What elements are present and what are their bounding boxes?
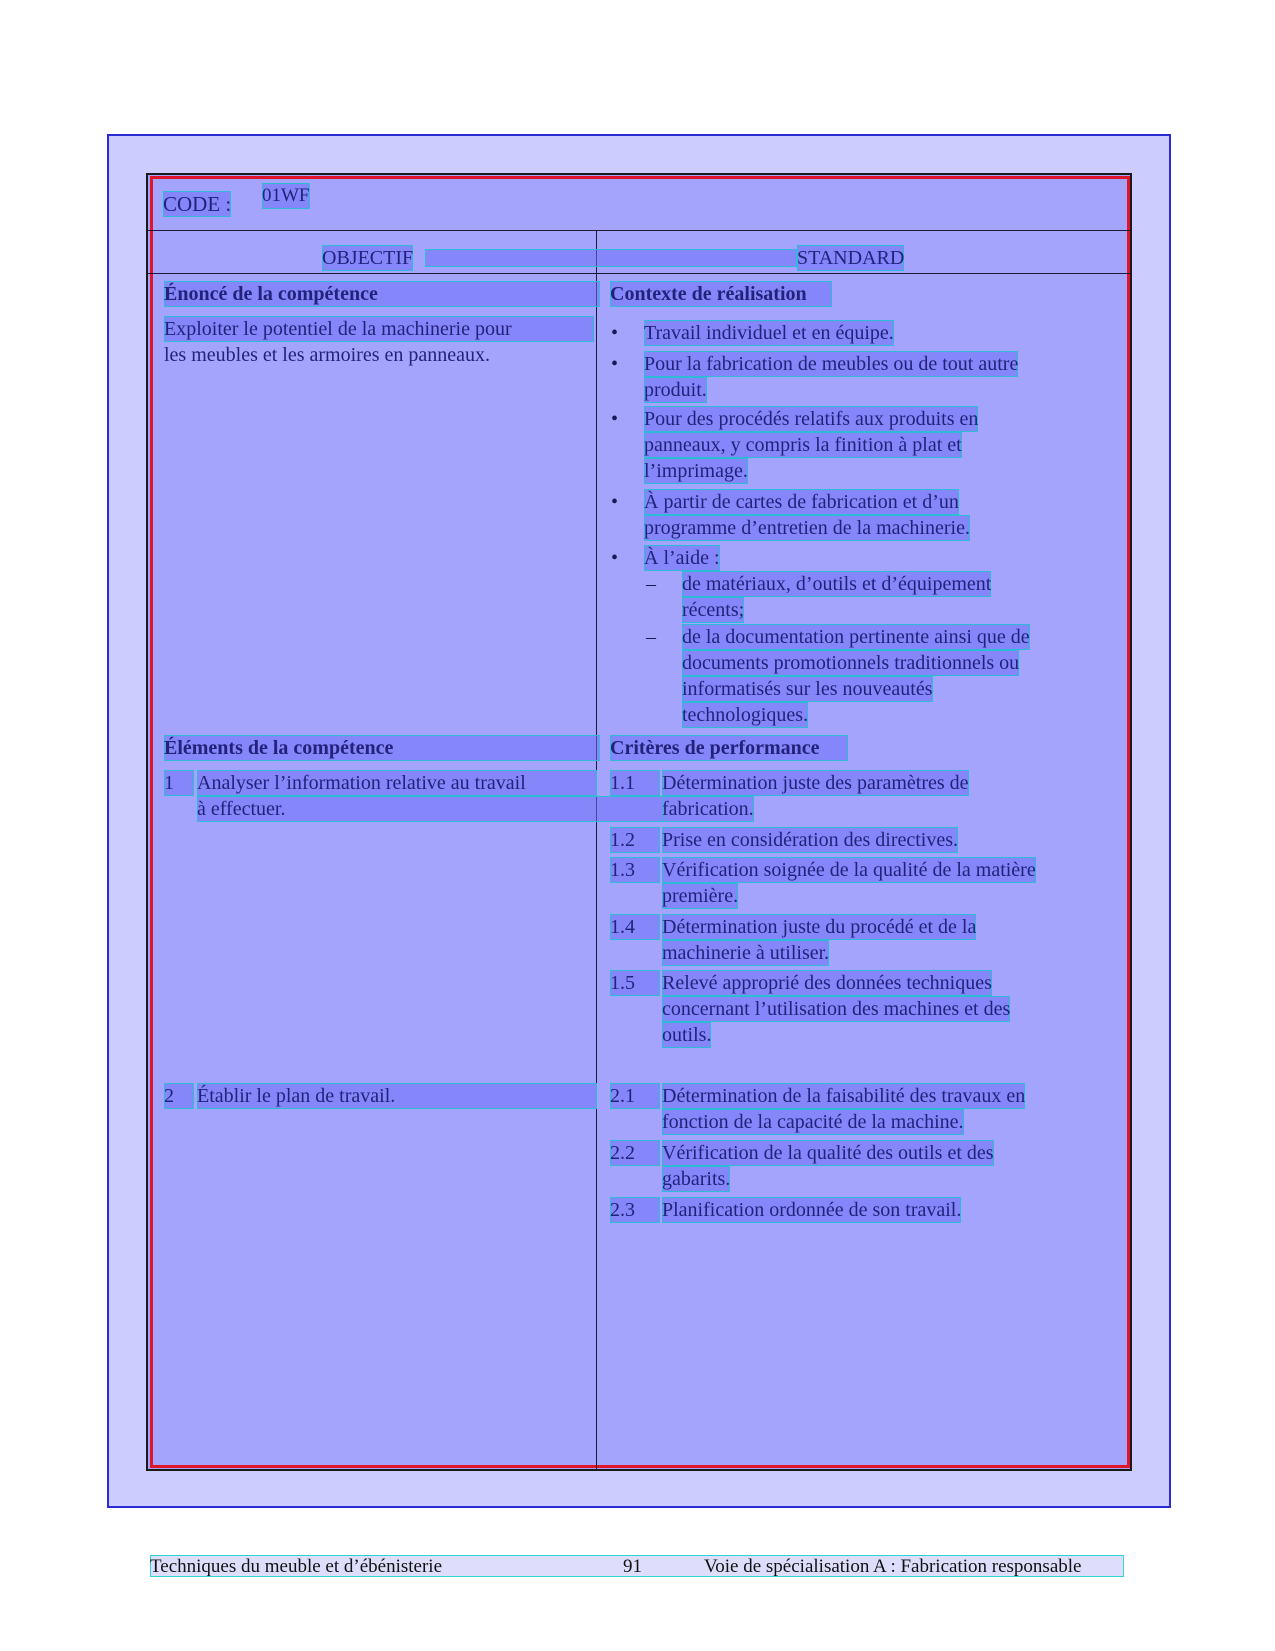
column-divider (596, 231, 597, 1469)
enonce-line: Exploiter le potentiel de la machinerie pour (164, 316, 594, 342)
element-text: Établir le plan de travail. (197, 1083, 597, 1109)
critere-text: Détermination de la faisabilité des travaux en (662, 1085, 1026, 1107)
critere-text: Planification ordonnée de son travail. (662, 1199, 962, 1221)
enonce-title: Énoncé de la compétence (164, 281, 600, 307)
bullet-marker: • (611, 547, 619, 569)
bullet-marker: • (611, 491, 619, 513)
contexte-item: panneaux, y compris la finition à plat et (644, 434, 962, 456)
code-row-divider (148, 230, 1130, 231)
contexte-item: produit. (644, 379, 707, 401)
standard-header: STANDARD (797, 247, 905, 269)
code-value: 01WF (262, 183, 310, 209)
critere-text: Relevé approprié des données techniques (662, 972, 992, 994)
element-number: 1 (164, 770, 194, 796)
code-label: CODE : (163, 192, 232, 216)
critere-number: 1.1 (610, 770, 660, 796)
critere-text: Prise en considération des directives. (662, 829, 959, 851)
header-row-divider (148, 273, 1130, 274)
contexte-item: programme d’entretien de la machinerie. (644, 517, 970, 539)
contexte-subitem: technologiques. (682, 704, 809, 726)
critere-text: Détermination juste des paramètres de (662, 772, 969, 794)
footer-specialisation: Voie de spécialisation A : Fabrication responsable (704, 1556, 1082, 1577)
critere-number: 1.2 (610, 827, 660, 853)
critere-text: outils. (662, 1024, 712, 1046)
contexte-item: Travail individuel et en équipe. (644, 322, 894, 344)
header-highlight-band (425, 249, 797, 267)
critere-text: première. (662, 885, 739, 907)
enonce-line: les meubles et les armoires en panneaux. (164, 344, 490, 366)
bullet-marker: • (611, 353, 619, 375)
bullet-marker: • (611, 408, 619, 430)
critere-text: gabarits. (662, 1168, 731, 1190)
critere-number: 1.4 (610, 914, 660, 940)
elements-title: Éléments de la compétence (164, 735, 600, 761)
footer-page-number: 91 (623, 1556, 642, 1577)
critere-number: 2.3 (610, 1197, 660, 1223)
element-number: 2 (164, 1083, 194, 1109)
objectif-header: OBJECTIF (322, 247, 414, 269)
contexte-item: Pour des procédés relatifs aux produits en (644, 408, 979, 430)
footer-program: Techniques du meuble et d’ébénisterie (150, 1556, 443, 1577)
critere-number: 2.1 (610, 1083, 660, 1109)
critere-text: machinerie à utiliser. (662, 942, 830, 964)
criteres-title: Critères de performance (610, 735, 848, 761)
critere-text: fabrication. (662, 798, 754, 820)
contexte-title: Contexte de réalisation (610, 281, 832, 307)
contexte-subitem: récents; (682, 599, 745, 621)
critere-text: concernant l’utilisation des machines et des (662, 998, 1011, 1020)
critere-number: 1.5 (610, 970, 660, 996)
contexte-item: Pour la fabrication de meubles ou de tout autre (644, 353, 1019, 375)
critere-number: 2.2 (610, 1140, 660, 1166)
dash-marker: – (646, 573, 656, 595)
critere-text: fonction de la capacité de la machine. (662, 1111, 964, 1133)
element-text: à effectuer. (197, 796, 663, 822)
critere-text: Vérification soignée de la qualité de la matière (662, 859, 1036, 881)
bullet-marker: • (611, 322, 619, 344)
dash-marker: – (646, 626, 656, 648)
critere-number: 1.3 (610, 857, 660, 883)
contexte-subitem: documents promotionnels traditionnels ou (682, 652, 1020, 674)
contexte-subitem: de matériaux, d’outils et d’équipement (682, 573, 992, 595)
element-text: Analyser l’information relative au travail (197, 770, 597, 796)
contexte-item: À l’aide : (644, 547, 720, 569)
contexte-item: l’imprimage. (644, 460, 748, 482)
contexte-item: À partir de cartes de fabrication et d’un (644, 491, 959, 513)
contexte-subitem: informatisés sur les nouveautés (682, 678, 933, 700)
critere-text: Détermination juste du procédé et de la (662, 916, 977, 938)
critere-text: Vérification de la qualité des outils et des (662, 1142, 994, 1164)
contexte-subitem: de la documentation pertinente ainsi que de (682, 626, 1030, 648)
